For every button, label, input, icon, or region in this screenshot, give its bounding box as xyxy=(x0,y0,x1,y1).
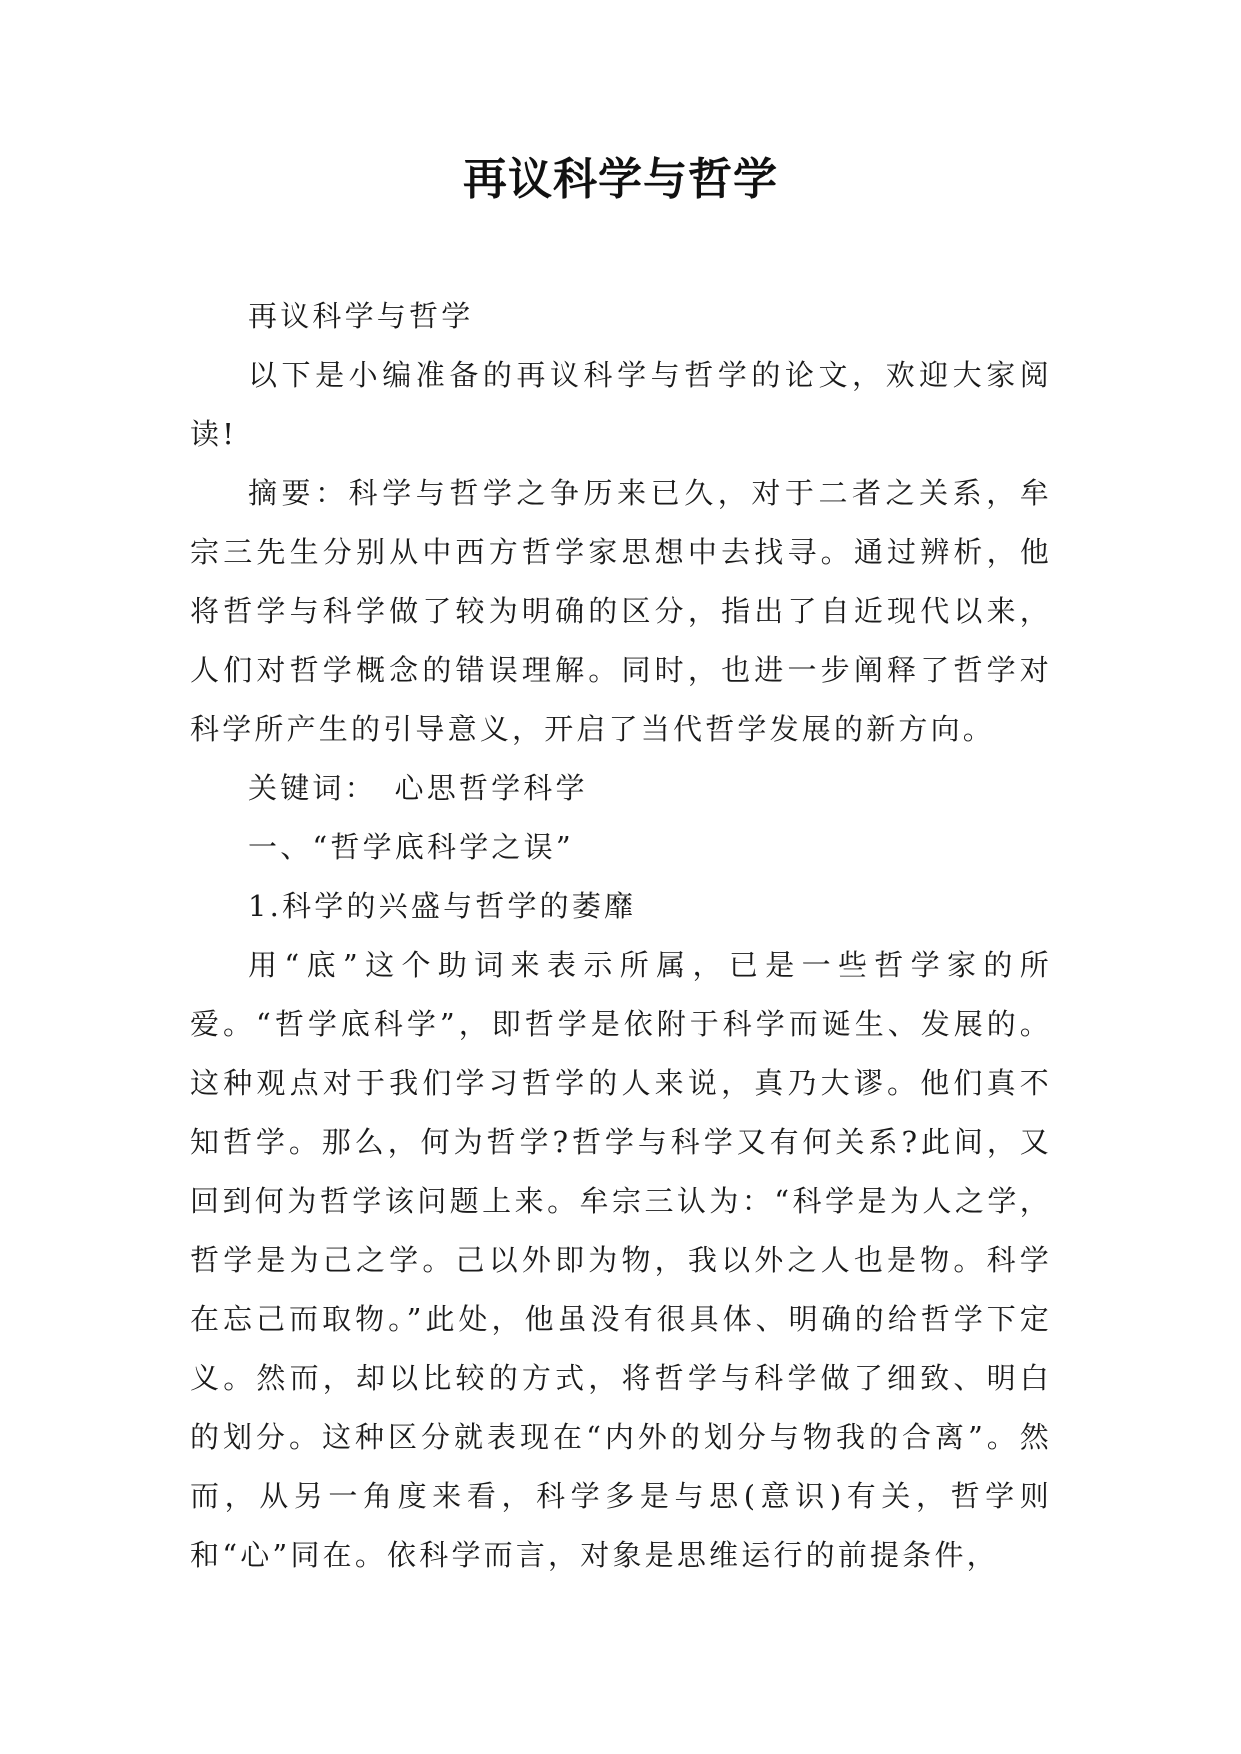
paragraph-abstract: 摘要：科学与哲学之争历来已久，对于二者之关系，牟宗三先生分别从中西方哲学家思想中去找寻。通过辨析，他将哲学与科学做了较为明确的区分，指出了自近现代以来，人们对哲学概念的错误理解。同时，也进一步阐释了哲学对科学所产生的引导意义，开启了当代哲学发展的新方向。 xyxy=(190,476,1052,746)
section-heading: 一、“哲学底科学之误” xyxy=(248,830,574,864)
paragraph-intro: 以下是小编准备的再议科学与哲学的论文，欢迎大家阅读! xyxy=(190,358,1052,451)
subsection-heading: 1.科学的兴盛与哲学的萎靡 xyxy=(248,889,637,923)
paragraph-keywords: 关键词： 心思哲学科学 xyxy=(248,771,588,805)
document-title: 再议科学与哲学 xyxy=(463,154,778,205)
document-body xyxy=(190,287,1052,1585)
paragraph-body: 用“底”这个助词来表示所属，已是一些哲学家的所爱。“哲学底科学”，即哲学是依附于科学而诞生、发展的。这种观点对于我们学习哲学的人来说，真乃大谬。他们真不知哲学。那么，何为哲学?哲学与科学又有何关系?此间，又回到何为哲学该问题上来。牟宗三认为：“科学是为人之学，哲学是为己之学。己以外即为物，我以外之人也是物。科学在忘己而取物。”此处，他虽没有很具体、明确的给哲学下定义。然而，却以比较的方式，将哲学与科学做了细致、明白的划分。这种区分就表现在“内外的划分与物我的合离”。然而，从另一角度来看，科学多是与思(意识)有关，哲学则和“心”同在。依科学而言，对象是思维运行的前提条件， xyxy=(190,948,1052,1572)
paragraph-heading: 再议科学与哲学 xyxy=(248,299,474,333)
